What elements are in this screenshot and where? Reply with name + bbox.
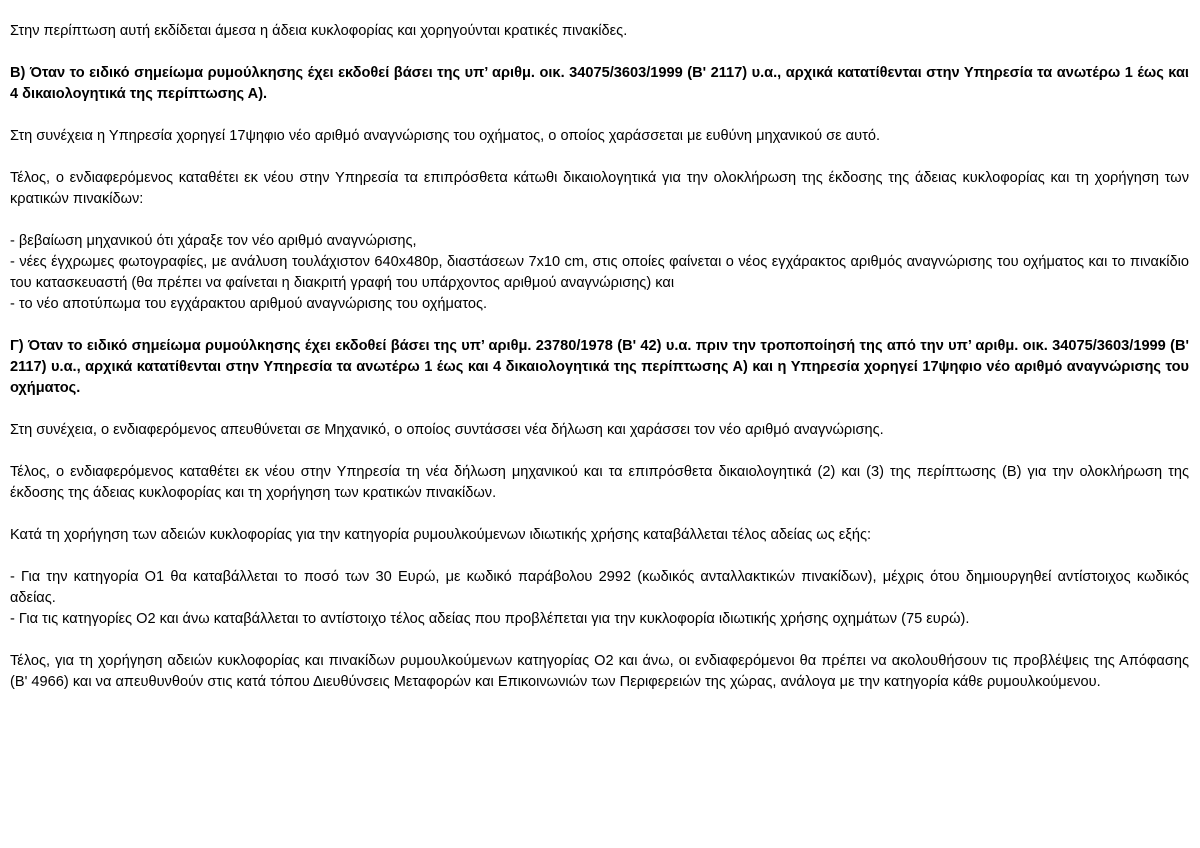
list-item: - Για τις κατηγορίες Ο2 και άνω καταβάλλεται το αντίστοιχο τέλος αδείας που προβλέπεται για την κυκλοφορία ιδιωτικής χρήσης οχημάτων (75 ευρώ). xyxy=(10,611,970,627)
paragraph-case-b-final: Τέλος, ο ενδιαφερόμενος καταθέτει εκ νέου στην Υπηρεσία τα επιπρόσθετα κάτωθι δικαιολογητικά για την ολοκλήρωση της έκδοσης της άδειας κυκλοφορίας και τη χορήγηση των κρατικών πινακίδων: xyxy=(10,170,1189,207)
paragraph-case-b-step: Στη συνέχεια η Υπηρεσία χορηγεί 17ψηφιο νέο αριθμό αναγνώρισης του οχήματος, ο οποίος χαράσσεται με ευθύνη μηχανικού σε αυτό. xyxy=(10,128,881,144)
list-item: - Για την κατηγορία Ο1 θα καταβάλλεται το ποσό των 30 Ευρώ, με κωδικό παράβολου 2992 (κωδικός ανταλλακτικών πινακίδων), μέχρις ότου δημιουργηθεί αντίστοιχος κωδικός αδείας. xyxy=(10,569,1189,606)
paragraph-closing: Τέλος, για τη χορήγηση αδειών κυκλοφορίας και πινακίδων ρυμουλκούμενων κατηγορίας Ο2 και άνω, οι ενδιαφερόμενοι θα πρέπει να ακολουθήσουν τις προβλέψεις της Απόφασης (Β' 4966) και να απευθυνθούν στις κατά τόπου Διευθύνσεις Μεταφορών και Επικοινωνιών των Περιφερειών της χώρας, ανάλογα με την κατηγορία κάθε ρυμουλκούμενου. xyxy=(10,653,1189,690)
list-item: - νέες έγχρωμες φωτογραφίες, με ανάλυση τουλάχιστον 640x480p, διαστάσεων 7x10 cm, στις οποίες φαίνεται ο νέος εγχάρακτος αριθμός αναγνώρισης του οχήματος και το πινακίδιο του κατασκευαστή (θα πρέπει να φαίνεται η διακριτή γραφή του υπάρχοντος αριθμού αναγνώρισης) και xyxy=(10,254,1189,291)
paragraph-case-c-heading: Γ) Όταν το ειδικό σημείωμα ρυμούλκησης έχει εκδοθεί βάσει της υπ’ αριθμ. 23780/1978 (Β' 42) υ.α. πριν την τροποποίησή της από την υπ’ αριθμ. οικ. 34075/3603/1999 (Β' 2117) υ.α., αρχικά κατατίθενται στην Υπηρεσία τα ανωτέρω 1 έως και 4 δικαιολογητικά της περίπτωσης Α) και η Υπηρεσία χορηγεί 17ψηφιο νέο αριθμό αναγνώρισης του οχήματος. xyxy=(10,338,1189,396)
paragraph-fees-list xyxy=(10,567,1189,630)
paragraph-case-c-step: Στη συνέχεια, ο ενδιαφερόμενος απευθύνεται σε Μηχανικό, ο οποίος συντάσσει νέα δήλωση και χαράσσει τον νέο αριθμό αναγνώρισης. xyxy=(10,422,884,438)
paragraph-case-b-list xyxy=(10,231,1189,315)
paragraph-fees-intro: Κατά τη χορήγηση των αδειών κυκλοφορίας για την κατηγορία ρυμουλκούμενων ιδιωτικής χρήσης καταβάλλεται τέλος αδείας ως εξής: xyxy=(10,527,872,543)
document-body xyxy=(10,21,1189,714)
paragraph-case-b-heading: Β) Όταν το ειδικό σημείωμα ρυμούλκησης έχει εκδοθεί βάσει της υπ’ αριθμ. οικ. 34075/3603/1999 (Β' 2117) υ.α., αρχικά κατατίθενται στην Υπηρεσία τα ανωτέρω 1 έως και 4 δικαιολογητικά της περίπτωσης Α). xyxy=(10,65,1189,102)
list-item: - βεβαίωση μηχανικού ότι χάραξε τον νέο αριθμό αναγνώρισης, xyxy=(10,233,417,249)
paragraph-intro: Στην περίπτωση αυτή εκδίδεται άμεσα η άδεια κυκλοφορίας και χορηγούνται κρατικές πινακίδες. xyxy=(10,23,628,39)
list-item: - το νέο αποτύπωμα του εγχάρακτου αριθμού αναγνώρισης του οχήματος. xyxy=(10,296,488,312)
paragraph-case-c-final: Τέλος, ο ενδιαφερόμενος καταθέτει εκ νέου στην Υπηρεσία τη νέα δήλωση μηχανικού και τα επιπρόσθετα δικαιολογητικά (2) και (3) της περίπτωσης (Β) για την ολοκλήρωση της έκδοσης της άδειας κυκλοφορίας και τη χορήγηση των κρατικών πινακίδων. xyxy=(10,464,1189,501)
